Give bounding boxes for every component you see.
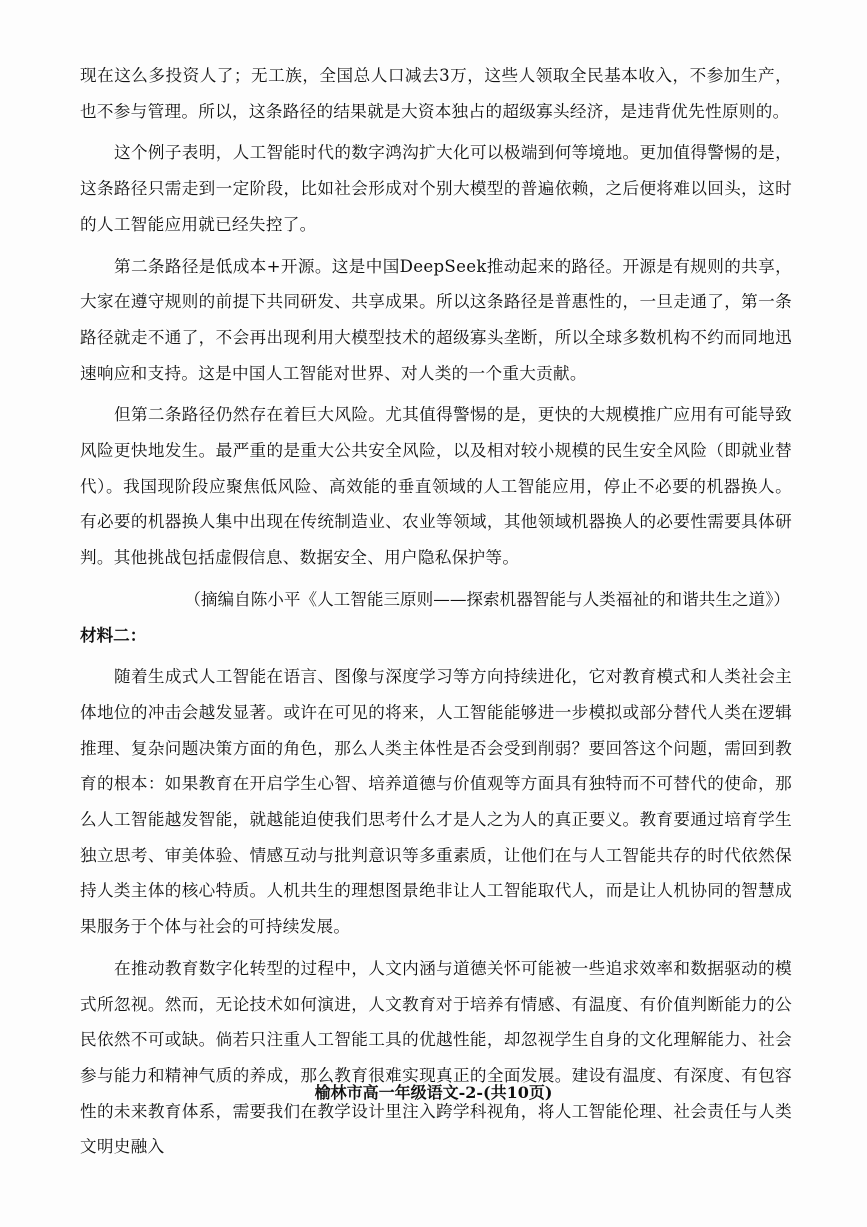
source-citation: （摘编自陈小平《人工智能三原则——探索机器智能与人类福祉的和谐共生之道》） — [184, 589, 790, 609]
paragraph-continued-text: 现在这么多投资人了；无工族，全国总人口减去3万，这些人领取全民基本收入，不参加生产，也不参与管理。所以，这条路径的结果就是大资本独占的超级寡头经济，是违背优先性原则的。 — [80, 66, 792, 121]
paragraph-second-path-risk: 但第二条路径仍然存在着巨大风险。尤其值得警惕的是，更快的大规模推广应用有可能导致风险更快地发生。最严重的是重大公共安全风险，以及相对较小规模的民生安全风险（即就业替代）。我国现阶段应聚焦低风险、高效能的垂直领域的人工智能应用，停止不必要的机器换人。有必要的机器换人集中出现在传统制造业、农业等领域，其他领域机器换人的必要性需要具体研判。其他挑战包括虚假信息、数据安全、用户隐私保护等。 — [80, 405, 792, 568]
material-two-heading: 材料二： — [80, 624, 147, 645]
paragraph-digital-transformation: 在推动教育数字化转型的过程中，人文内涵与道德关怀可能被一些追求效率和数据驱动的模式所忽视。然而，无论技术如何演进，人文教育对于培养有情感、有温度、有价值判断能力的公民依然不可或缺。倘若只注重人工智能工具的优越性能，却忽视学生自身的文化理解能力、社会参与能力和精神气质的养成，那么教育很难实现真正的全面发展。建设有温度、有深度、有包容性的未来教育体系，需要我们在教学设计里注入跨学科视角，将人工智能伦理、社会责任与人类文明史融入 — [80, 958, 792, 1157]
paragraph-second-path: 第二条路径是低成本+开源。这是中国DeepSeek推动起来的路径。开源是有规则的共享，大家在遵守规则的前提下共同研发、共享成果。所以这条路径是普惠性的，一旦走通了，第一条路径就走不通了，不会再出现利用大模型技术的超级寡头垄断，所以全球多数机构不约而同地迅速响应和支持。这是中国人工智能对世界、对人类的一个重大贡献。 — [80, 256, 792, 383]
paragraph-generative-ai: 随着生成式人工智能在语言、图像与深度学习等方向持续进化，它对教育模式和人类社会主体地位的冲击会越发显著。或许在可见的将来，人工智能能够进一步模拟或部分替代人类在逻辑推理、复杂问题决策方面的角色，那么人类主体性是否会受到削弱？要回答这个问题，需回到教育的根本：如果教育在开启学生心智、培养道德与价值观等方面具有独特而不可替代的使命，那么人工智能越发智能，就越能迫使我们思考什么才是人之为人的真正要义。教育要通过培育学生独立思考、审美体验、情感互动与批判意识等多重素质，让他们在与人工智能共存的时代依然保持人类主体的核心特质。人机共生的理想图景绝非让人工智能取代人，而是让人机协同的智慧成果服务于个体与社会的可持续发展。 — [80, 667, 792, 937]
paragraph-digital-divide: 这个例子表明，人工智能时代的数字鸿沟扩大化可以极端到何等境地。更加值得警惕的是，这条路径只需走到一定阶段，比如社会形成对个别大模型的普遍依赖，之后便将难以回头，这时的人工智能应用就已经失控了。 — [80, 143, 792, 234]
page-footer: 榆林市高一年级语文-2-(共10页) — [314, 1083, 553, 1102]
page-body — [80, 58, 792, 1165]
